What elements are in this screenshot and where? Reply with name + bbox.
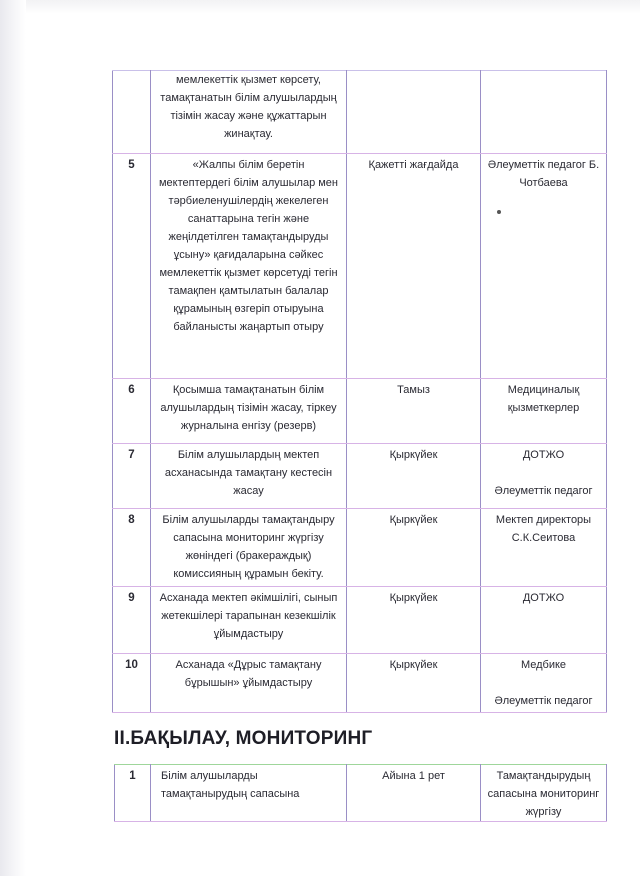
timing-cell xyxy=(347,71,481,154)
page-top-shadow xyxy=(0,0,640,14)
timing-cell: Қажетті жағдайда xyxy=(347,154,481,379)
activity-cell: мемлекеттік қызмет көрсету, тамақтанатын білім алушылардың тізімін жасау және құжаттарын жинақтау. xyxy=(151,71,347,154)
table-row xyxy=(113,379,607,444)
responsible-name-secondary: Әлеуметтік педагог xyxy=(494,485,593,497)
activity-cell: Асханада «Дұрыс тамақтану бұрышын» ұйымдастыру xyxy=(151,654,347,713)
responsible-name: Медбике xyxy=(520,659,567,671)
row-number-cell: 10 xyxy=(113,654,151,713)
table-row xyxy=(113,154,607,379)
activity-cell: Асханада мектеп әкімшілігі, сынып жетекшілері тарапынан кезекшілік ұйымдастыру xyxy=(151,587,347,654)
table-row xyxy=(113,71,607,154)
row-number-cell: 7 xyxy=(113,444,151,509)
table-row xyxy=(113,444,607,509)
table-row xyxy=(113,587,607,654)
activity-cell: «Жалпы білім беретін мектептердегі білім алушылар мен тәрбиеленушілердің жекелеген санаттарына тегін және жеңілдетілген тамақтандыруды ұсыну» қағидаларына сәйкес мемлекеттік қызмет көрсетуді тегін тамақпен қамтылатын балалар құрамының өзгеріп отыруына байланысты жаңартып отыру xyxy=(151,154,347,379)
spacer xyxy=(487,464,600,482)
responsible-name-secondary: Әлеуметтік педагог xyxy=(494,695,593,707)
responsible-cell: Тамақтандырудың сапасына мониторинг жүргізу xyxy=(481,765,607,822)
row-number-cell: 6 xyxy=(113,379,151,444)
timing-cell: Айына 1 рет xyxy=(347,765,481,822)
responsible-cell: ДОТЖО xyxy=(481,587,607,654)
table-row xyxy=(115,765,607,822)
activity-cell: Білім алушылардың мектеп асханасында тамақтану кестесін жасау xyxy=(151,444,347,509)
row-number-cell: 9 xyxy=(113,587,151,654)
row-number-cell: 1 xyxy=(115,765,151,822)
responsible-name: ДОТЖО xyxy=(522,449,565,461)
section-heading: II.БАҚЫЛАУ, МОНИТОРИНГ xyxy=(114,728,373,749)
activity-cell: Білім алушыларды тамақтанырудың сапасына xyxy=(151,765,347,822)
responsible-cell xyxy=(481,444,607,509)
ink-speck xyxy=(497,210,501,214)
table-row xyxy=(113,509,607,587)
activity-cell: Білім алушыларды тамақтандыру сапасына мониторинг жүргізу жөніндегі (бракераждық) комиссияның құрамын бекіту. xyxy=(151,509,347,587)
row-number-cell: 8 xyxy=(113,509,151,587)
timing-cell: Тамыз xyxy=(347,379,481,444)
row-number-cell xyxy=(113,71,151,154)
responsible-cell xyxy=(481,71,607,154)
table-row xyxy=(113,654,607,713)
activity-cell: Қосымша тамақтанатын білім алушылардың тізімін жасау, тіркеу журналына енгізу (резерв) xyxy=(151,379,347,444)
row-number-cell: 5 xyxy=(113,154,151,379)
page-left-shadow xyxy=(0,0,26,876)
responsible-cell xyxy=(481,654,607,713)
timing-cell: Қыркүйек xyxy=(347,654,481,713)
timing-cell: Қыркүйек xyxy=(347,587,481,654)
timing-cell: Қыркүйек xyxy=(347,444,481,509)
monitoring-table xyxy=(114,764,607,822)
timing-cell: Қыркүйек xyxy=(347,509,481,587)
responsible-cell: Медициналық қызметкерлер xyxy=(481,379,607,444)
responsible-name: Әлеуметтік педагог Б. Чотбаева xyxy=(487,159,600,189)
plan-table xyxy=(112,70,607,713)
responsible-cell: Мектеп директоры С.К.Сеитова xyxy=(481,509,607,587)
spacer xyxy=(487,674,600,692)
responsible-cell xyxy=(481,154,607,379)
